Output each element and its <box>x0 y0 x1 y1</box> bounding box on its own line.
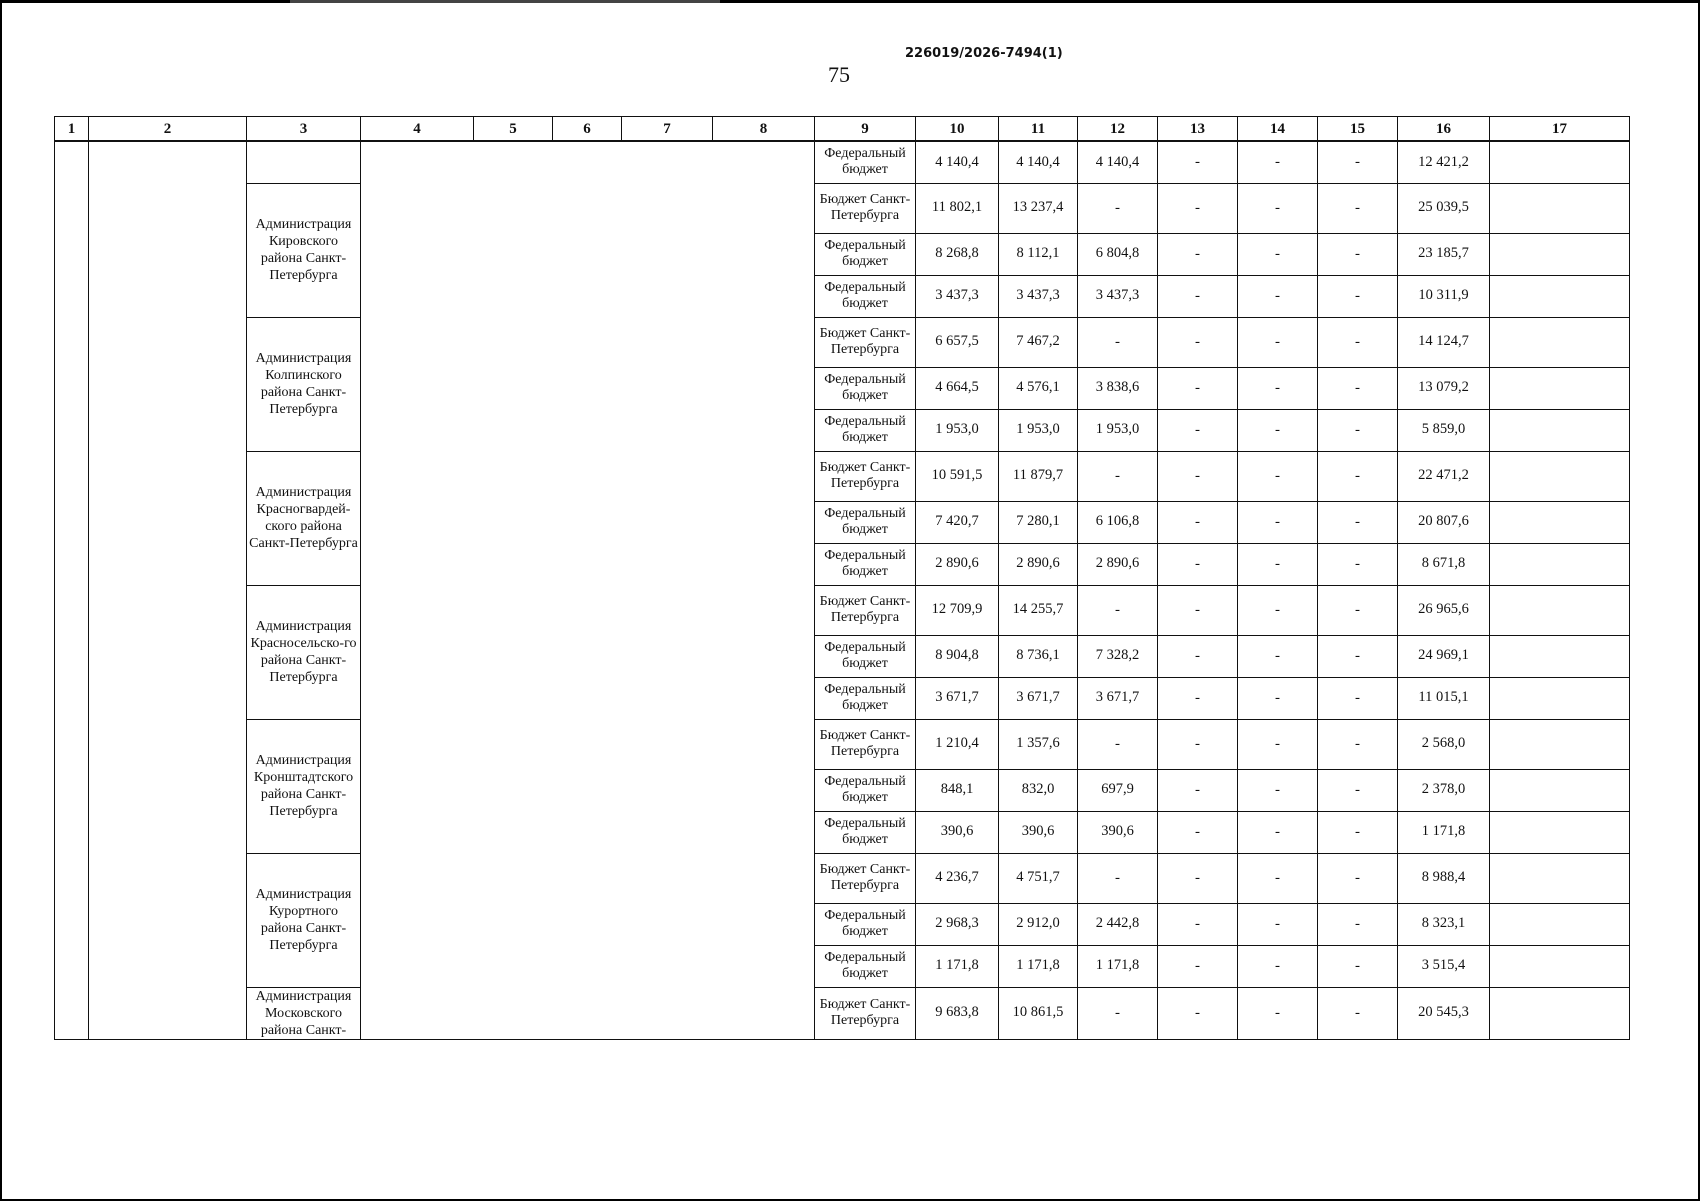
column-header: 2 <box>89 117 247 142</box>
value-cell-14: - <box>1238 903 1318 945</box>
value-cell-10: 11 802,1 <box>916 183 999 233</box>
col17-cell <box>1490 317 1630 367</box>
funding-source-cell: Федеральный бюджет <box>815 501 916 543</box>
funding-source-cell: Федеральный бюджет <box>815 141 916 183</box>
col17-cell <box>1490 585 1630 635</box>
value-cell-10: 8 904,8 <box>916 635 999 677</box>
funding-source-cell: Федеральный бюджет <box>815 811 916 853</box>
value-cell-10: 10 591,5 <box>916 451 999 501</box>
value-cell-15: - <box>1318 367 1398 409</box>
value-cell-13: - <box>1158 719 1238 769</box>
column-header: 13 <box>1158 117 1238 142</box>
value-cell-14: - <box>1238 585 1318 635</box>
value-cell-16: 24 969,1 <box>1398 635 1490 677</box>
value-cell-12: 3 838,6 <box>1078 367 1158 409</box>
value-cell-13: - <box>1158 635 1238 677</box>
value-cell-15: - <box>1318 719 1398 769</box>
column-header: 11 <box>999 117 1078 142</box>
value-cell-16: 3 515,4 <box>1398 945 1490 987</box>
value-cell-14: - <box>1238 451 1318 501</box>
value-cell-15: - <box>1318 501 1398 543</box>
value-cell-16: 1 171,8 <box>1398 811 1490 853</box>
funding-source-cell: Бюджет Санкт-Петербурга <box>815 853 916 903</box>
value-cell-14: - <box>1238 317 1318 367</box>
value-cell-12: - <box>1078 987 1158 1039</box>
value-cell-10: 390,6 <box>916 811 999 853</box>
value-cell-14: - <box>1238 635 1318 677</box>
col17-cell <box>1490 719 1630 769</box>
value-cell-10: 12 709,9 <box>916 585 999 635</box>
value-cell-10: 2 968,3 <box>916 903 999 945</box>
value-cell-13: - <box>1158 141 1238 183</box>
value-cell-16: 14 124,7 <box>1398 317 1490 367</box>
col17-cell <box>1490 769 1630 811</box>
value-cell-12: - <box>1078 183 1158 233</box>
value-cell-11: 2 912,0 <box>999 903 1078 945</box>
page-number: 75 <box>828 62 850 87</box>
value-cell-15: - <box>1318 141 1398 183</box>
value-cell-13: - <box>1158 585 1238 635</box>
value-cell-11: 13 237,4 <box>999 183 1078 233</box>
organization-cell: Администрация Красногвардей-ского района Санкт-Петербурга <box>247 451 361 585</box>
table-row <box>55 853 1630 903</box>
value-cell-15: - <box>1318 451 1398 501</box>
value-cell-13: - <box>1158 811 1238 853</box>
funding-source-cell: Бюджет Санкт-Петербурга <box>815 183 916 233</box>
value-cell-14: - <box>1238 233 1318 275</box>
value-cell-12: 390,6 <box>1078 811 1158 853</box>
column-header: 3 <box>247 117 361 142</box>
value-cell-15: - <box>1318 183 1398 233</box>
value-cell-14: - <box>1238 719 1318 769</box>
value-cell-16: 8 671,8 <box>1398 543 1490 585</box>
value-cell-15: - <box>1318 903 1398 945</box>
value-cell-13: - <box>1158 367 1238 409</box>
value-cell-15: - <box>1318 945 1398 987</box>
document-code: 226019/2026-7494(1) <box>905 46 1063 61</box>
column-header: 7 <box>622 117 713 142</box>
value-cell-13: - <box>1158 987 1238 1039</box>
col17-cell <box>1490 987 1630 1039</box>
value-cell-12: - <box>1078 317 1158 367</box>
column-header: 8 <box>713 117 815 142</box>
value-cell-11: 7 280,1 <box>999 501 1078 543</box>
value-cell-11: 4 576,1 <box>999 367 1078 409</box>
value-cell-15: - <box>1318 677 1398 719</box>
value-cell-11: 390,6 <box>999 811 1078 853</box>
column-header: 9 <box>815 117 916 142</box>
value-cell-12: 1 171,8 <box>1078 945 1158 987</box>
value-cell-15: - <box>1318 275 1398 317</box>
column-header: 15 <box>1318 117 1398 142</box>
value-cell-15: - <box>1318 853 1398 903</box>
value-cell-15: - <box>1318 543 1398 585</box>
value-cell-15: - <box>1318 811 1398 853</box>
value-cell-16: 8 988,4 <box>1398 853 1490 903</box>
value-cell-14: - <box>1238 945 1318 987</box>
col17-cell <box>1490 233 1630 275</box>
value-cell-16: 20 545,3 <box>1398 987 1490 1039</box>
value-cell-15: - <box>1318 585 1398 635</box>
value-cell-10: 1 210,4 <box>916 719 999 769</box>
funding-source-cell: Бюджет Санкт-Петербурга <box>815 585 916 635</box>
cols-4-8-empty-cell <box>361 141 815 1039</box>
col17-cell <box>1490 811 1630 853</box>
funding-source-cell: Федеральный бюджет <box>815 275 916 317</box>
value-cell-13: - <box>1158 183 1238 233</box>
value-cell-16: 13 079,2 <box>1398 367 1490 409</box>
value-cell-10: 4 236,7 <box>916 853 999 903</box>
col17-cell <box>1490 677 1630 719</box>
value-cell-15: - <box>1318 233 1398 275</box>
value-cell-15: - <box>1318 635 1398 677</box>
value-cell-11: 14 255,7 <box>999 585 1078 635</box>
funding-source-cell: Федеральный бюджет <box>815 945 916 987</box>
value-cell-12: 2 442,8 <box>1078 903 1158 945</box>
col17-cell <box>1490 853 1630 903</box>
value-cell-11: 11 879,7 <box>999 451 1078 501</box>
column-number-row <box>55 117 1630 142</box>
organization-cell <box>247 141 361 183</box>
value-cell-14: - <box>1238 811 1318 853</box>
col17-cell <box>1490 367 1630 409</box>
value-cell-16: 8 323,1 <box>1398 903 1490 945</box>
value-cell-16: 23 185,7 <box>1398 233 1490 275</box>
value-cell-15: - <box>1318 409 1398 451</box>
funding-source-cell: Федеральный бюджет <box>815 677 916 719</box>
value-cell-11: 1 953,0 <box>999 409 1078 451</box>
funding-source-cell: Бюджет Санкт-Петербурга <box>815 317 916 367</box>
value-cell-12: 6 106,8 <box>1078 501 1158 543</box>
table-row <box>55 451 1630 501</box>
value-cell-10: 848,1 <box>916 769 999 811</box>
funding-source-cell: Федеральный бюджет <box>815 233 916 275</box>
col17-cell <box>1490 501 1630 543</box>
value-cell-16: 20 807,6 <box>1398 501 1490 543</box>
table-body <box>55 141 1630 1039</box>
value-cell-13: - <box>1158 903 1238 945</box>
table-row <box>55 141 1630 183</box>
value-cell-13: - <box>1158 409 1238 451</box>
col17-cell <box>1490 903 1630 945</box>
value-cell-11: 7 467,2 <box>999 317 1078 367</box>
budget-table <box>54 116 1630 1040</box>
column-header: 16 <box>1398 117 1490 142</box>
value-cell-14: - <box>1238 501 1318 543</box>
column-header: 4 <box>361 117 474 142</box>
column-header: 12 <box>1078 117 1158 142</box>
value-cell-14: - <box>1238 853 1318 903</box>
value-cell-12: 6 804,8 <box>1078 233 1158 275</box>
value-cell-12: - <box>1078 585 1158 635</box>
budget-table-container <box>54 116 1630 1040</box>
value-cell-10: 2 890,6 <box>916 543 999 585</box>
value-cell-11: 8 736,1 <box>999 635 1078 677</box>
value-cell-12: 7 328,2 <box>1078 635 1158 677</box>
value-cell-13: - <box>1158 233 1238 275</box>
value-cell-14: - <box>1238 987 1318 1039</box>
column-header: 10 <box>916 117 999 142</box>
value-cell-16: 2 568,0 <box>1398 719 1490 769</box>
value-cell-12: 2 890,6 <box>1078 543 1158 585</box>
value-cell-14: - <box>1238 367 1318 409</box>
value-cell-11: 4 751,7 <box>999 853 1078 903</box>
funding-source-cell: Федеральный бюджет <box>815 903 916 945</box>
value-cell-10: 4 140,4 <box>916 141 999 183</box>
value-cell-10: 6 657,5 <box>916 317 999 367</box>
col2-cell <box>89 141 247 1039</box>
table-row <box>55 987 1630 1039</box>
value-cell-11: 4 140,4 <box>999 141 1078 183</box>
value-cell-10: 9 683,8 <box>916 987 999 1039</box>
value-cell-14: - <box>1238 183 1318 233</box>
value-cell-12: 3 671,7 <box>1078 677 1158 719</box>
organization-cell: Администрация Красносельско-го района Санкт-Петербурга <box>247 585 361 719</box>
value-cell-13: - <box>1158 451 1238 501</box>
table-row <box>55 317 1630 367</box>
value-cell-13: - <box>1158 317 1238 367</box>
value-cell-13: - <box>1158 543 1238 585</box>
funding-source-cell: Федеральный бюджет <box>815 635 916 677</box>
value-cell-14: - <box>1238 769 1318 811</box>
value-cell-10: 1 171,8 <box>916 945 999 987</box>
value-cell-12: 3 437,3 <box>1078 275 1158 317</box>
funding-source-cell: Бюджет Санкт-Петербурга <box>815 987 916 1039</box>
funding-source-cell: Бюджет Санкт-Петербурга <box>815 451 916 501</box>
organization-cell: Администрация Кронштадтского района Санкт-Петербурга <box>247 719 361 853</box>
col1-cell <box>55 141 89 1039</box>
table-row <box>55 719 1630 769</box>
col17-cell <box>1490 451 1630 501</box>
organization-cell: Администрация Московского района Санкт- <box>247 987 361 1039</box>
col17-cell <box>1490 635 1630 677</box>
value-cell-16: 11 015,1 <box>1398 677 1490 719</box>
value-cell-14: - <box>1238 677 1318 719</box>
value-cell-14: - <box>1238 141 1318 183</box>
value-cell-12: 1 953,0 <box>1078 409 1158 451</box>
organization-cell: Администрация Кировского района Санкт-Петербурга <box>247 183 361 317</box>
funding-source-cell: Бюджет Санкт-Петербурга <box>815 719 916 769</box>
value-cell-12: - <box>1078 719 1158 769</box>
column-header: 17 <box>1490 117 1630 142</box>
value-cell-10: 3 671,7 <box>916 677 999 719</box>
value-cell-14: - <box>1238 409 1318 451</box>
value-cell-16: 5 859,0 <box>1398 409 1490 451</box>
value-cell-10: 4 664,5 <box>916 367 999 409</box>
value-cell-11: 1 171,8 <box>999 945 1078 987</box>
value-cell-10: 1 953,0 <box>916 409 999 451</box>
value-cell-11: 3 437,3 <box>999 275 1078 317</box>
value-cell-13: - <box>1158 677 1238 719</box>
table-row <box>55 585 1630 635</box>
value-cell-16: 12 421,2 <box>1398 141 1490 183</box>
table-row <box>55 183 1630 233</box>
value-cell-10: 8 268,8 <box>916 233 999 275</box>
value-cell-10: 7 420,7 <box>916 501 999 543</box>
value-cell-11: 832,0 <box>999 769 1078 811</box>
column-header: 1 <box>55 117 89 142</box>
value-cell-13: - <box>1158 275 1238 317</box>
value-cell-16: 2 378,0 <box>1398 769 1490 811</box>
value-cell-13: - <box>1158 769 1238 811</box>
value-cell-16: 25 039,5 <box>1398 183 1490 233</box>
value-cell-10: 3 437,3 <box>916 275 999 317</box>
value-cell-14: - <box>1238 275 1318 317</box>
value-cell-16: 22 471,2 <box>1398 451 1490 501</box>
col17-cell <box>1490 945 1630 987</box>
value-cell-13: - <box>1158 945 1238 987</box>
col17-cell <box>1490 141 1630 183</box>
value-cell-16: 26 965,6 <box>1398 585 1490 635</box>
value-cell-11: 10 861,5 <box>999 987 1078 1039</box>
value-cell-11: 8 112,1 <box>999 233 1078 275</box>
organization-cell: Администрация Колпинского района Санкт-Петербурга <box>247 317 361 451</box>
funding-source-cell: Федеральный бюджет <box>815 367 916 409</box>
scan-artifact <box>290 0 720 3</box>
value-cell-12: - <box>1078 853 1158 903</box>
funding-source-cell: Федеральный бюджет <box>815 409 916 451</box>
value-cell-12: - <box>1078 451 1158 501</box>
value-cell-15: - <box>1318 317 1398 367</box>
value-cell-11: 2 890,6 <box>999 543 1078 585</box>
col17-cell <box>1490 409 1630 451</box>
value-cell-11: 3 671,7 <box>999 677 1078 719</box>
col17-cell <box>1490 183 1630 233</box>
value-cell-13: - <box>1158 501 1238 543</box>
value-cell-15: - <box>1318 987 1398 1039</box>
organization-cell: Администрация Курортного района Санкт-Петербурга <box>247 853 361 987</box>
value-cell-12: 697,9 <box>1078 769 1158 811</box>
value-cell-16: 10 311,9 <box>1398 275 1490 317</box>
value-cell-13: - <box>1158 853 1238 903</box>
funding-source-cell: Федеральный бюджет <box>815 769 916 811</box>
value-cell-14: - <box>1238 543 1318 585</box>
column-header: 5 <box>474 117 553 142</box>
value-cell-12: 4 140,4 <box>1078 141 1158 183</box>
value-cell-15: - <box>1318 769 1398 811</box>
col17-cell <box>1490 543 1630 585</box>
col17-cell <box>1490 275 1630 317</box>
value-cell-11: 1 357,6 <box>999 719 1078 769</box>
column-header: 6 <box>553 117 622 142</box>
column-header: 14 <box>1238 117 1318 142</box>
funding-source-cell: Федеральный бюджет <box>815 543 916 585</box>
